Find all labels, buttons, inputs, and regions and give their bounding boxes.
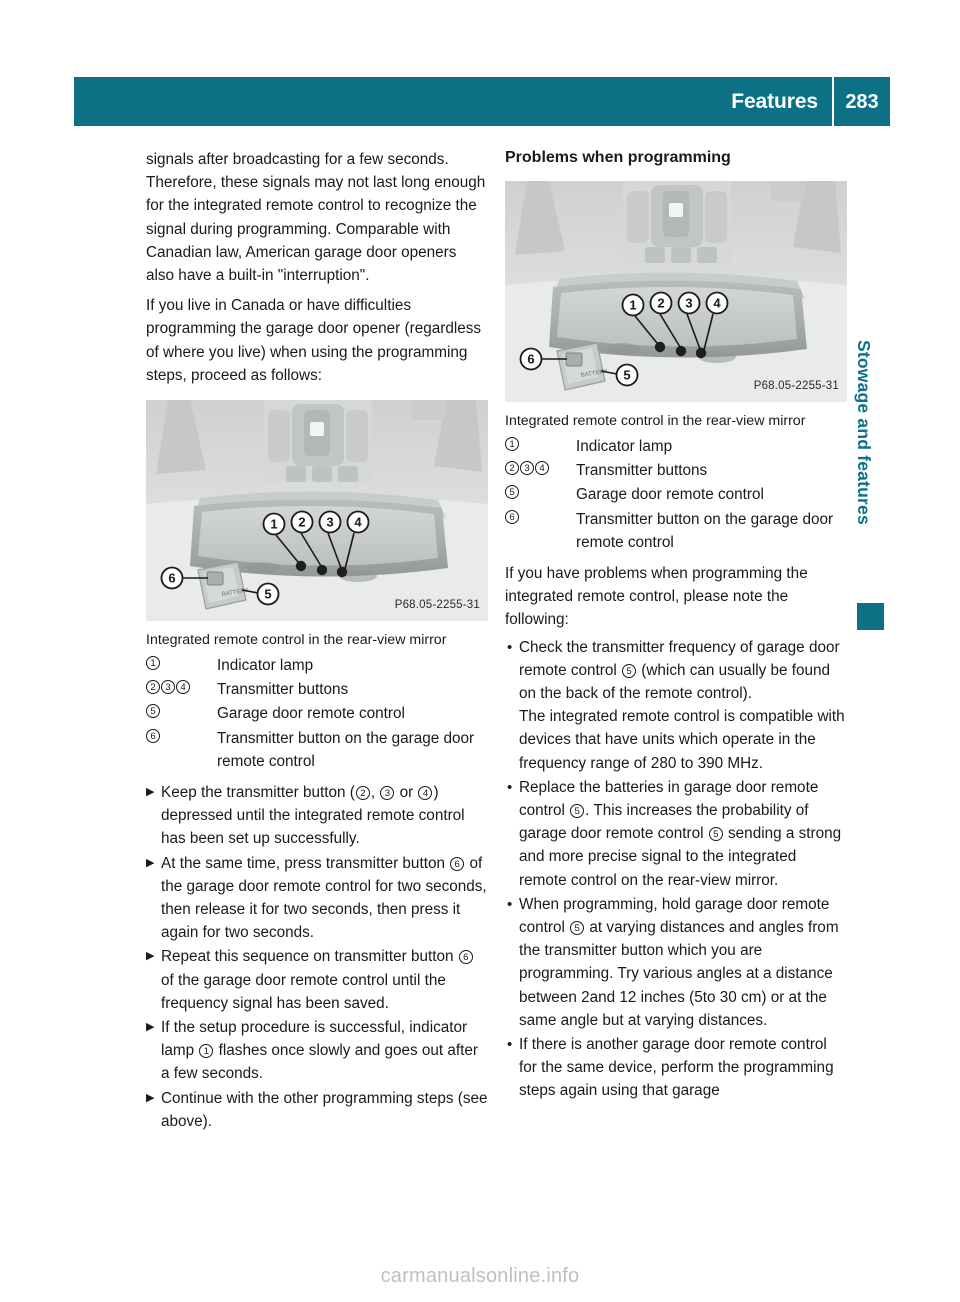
callout-number-6: 6 xyxy=(146,729,160,743)
step-text: Continue with the other programming steps (see above). xyxy=(161,1089,488,1130)
callout-number-5: 5 xyxy=(570,921,584,935)
legend-label: Transmitter buttons xyxy=(576,462,708,480)
legend-label: Transmitter button on the garage door remote control xyxy=(576,510,834,551)
figure-rear-view-mirror xyxy=(146,400,488,621)
step-item xyxy=(146,945,488,1015)
page-header-bar xyxy=(74,77,890,126)
svg-text:4: 4 xyxy=(713,295,721,311)
figure-caption: Integrated remote control in the rear-view mirror xyxy=(146,632,447,649)
callout-number-5: 5 xyxy=(622,664,636,678)
svg-text:3: 3 xyxy=(326,514,334,530)
callout-number-4: 4 xyxy=(418,786,432,800)
bullet-dot-icon: • xyxy=(507,778,513,796)
step-arrow-icon: ▶ xyxy=(146,856,155,869)
callout-number-6: 6 xyxy=(450,857,464,871)
chapter-thumb-marker xyxy=(857,603,884,630)
callout-number-5: 5 xyxy=(709,827,723,841)
svg-text:BATTERY: BATTERY xyxy=(221,587,250,599)
intro-paragraph: If you have problems when programming the integrated remote control, please note the following: xyxy=(505,565,808,629)
callout-number-1: 1 xyxy=(505,437,519,451)
step-item xyxy=(146,1016,488,1086)
page-title: Features xyxy=(731,90,818,113)
callout-number-1: 1 xyxy=(146,656,160,670)
figure-code: P68.05-2255-31 xyxy=(394,598,480,611)
right-column xyxy=(505,148,847,1104)
step-text: Keep the transmitter button ( 2 , 3 or 4 ) depressed until the integrated remote control has been set up successfully. xyxy=(161,784,465,848)
section-subheading: Problems when programming xyxy=(505,149,731,166)
svg-text:5: 5 xyxy=(623,367,631,383)
legend-row xyxy=(146,727,488,773)
legend-keys xyxy=(505,435,576,451)
legend-row xyxy=(146,654,488,677)
bullet-item xyxy=(505,1033,847,1103)
figure-legend xyxy=(146,654,488,773)
left-column xyxy=(146,148,488,1134)
legend-keys xyxy=(505,508,576,524)
legend-keys xyxy=(505,483,576,499)
legend-label: Indicator lamp xyxy=(217,657,314,675)
chapter-thumb-label: Stowage and features xyxy=(854,340,874,525)
step-arrow-icon: ▶ xyxy=(146,1091,155,1104)
svg-text:6: 6 xyxy=(527,351,535,367)
svg-text:3: 3 xyxy=(685,295,693,311)
callout-number-3: 3 xyxy=(520,461,534,475)
step-item xyxy=(146,1087,488,1133)
step-arrow-icon: ▶ xyxy=(146,950,155,963)
callout-number-5: 5 xyxy=(505,485,519,499)
svg-text:1: 1 xyxy=(270,516,278,532)
callout-number-2: 2 xyxy=(505,461,519,475)
callout-number-3: 3 xyxy=(161,680,175,694)
svg-text:4: 4 xyxy=(354,514,362,530)
figure-illustration xyxy=(146,400,488,621)
figure-illustration xyxy=(505,181,847,402)
callout-number-2: 2 xyxy=(146,680,160,694)
step-text: At the same time, press transmitter button 6 of the garage door remote control for two seconds, then release it for two seconds, then press it again for two seconds. xyxy=(161,854,487,942)
figure-code: P68.05-2255-31 xyxy=(753,379,839,392)
callout-number-6: 6 xyxy=(459,950,473,964)
bullet-text: Replace the batteries in garage door remote control 5 . This increases the probability of garage door remote control 5 sending a strong and more precise signal to the integrated remote control on the rear-view mirror. xyxy=(519,778,842,889)
step-item xyxy=(146,781,488,851)
bullet-subtext: The integrated remote control is compatible with devices that have units which operate in the frequency range of 280 to 390 MHz. xyxy=(519,708,845,772)
callout-number-5: 5 xyxy=(146,704,160,718)
callout-number-6: 6 xyxy=(505,510,519,524)
bullet-text: Check the transmitter frequency of garage door remote control 5 (which can usually be found on the back of the remote control). The integrated remote control is compatible with devices that have units which operate in the frequency range of 280 to 390 MHz. xyxy=(519,636,847,775)
figure-caption: Integrated remote control in the rear-view mirror xyxy=(505,413,806,429)
callout-number-5: 5 xyxy=(570,804,584,818)
svg-text:5: 5 xyxy=(264,586,272,602)
bullet-dot-icon: • xyxy=(507,895,513,913)
bullet-text: If there is another garage door remote control for the same device, perform the programming steps again using that garage xyxy=(519,1036,834,1100)
svg-text:2: 2 xyxy=(298,514,306,530)
legend-label: Transmitter buttons xyxy=(217,681,349,699)
legend-label: Indicator lamp xyxy=(576,438,673,455)
legend-row xyxy=(505,459,847,482)
legend-row xyxy=(505,483,847,506)
step-text: Repeat this sequence on transmitter button 6 of the garage door remote control until the frequency signal has been saved. xyxy=(161,945,488,1015)
site-watermark: carmanualsonline.info xyxy=(380,1265,580,1287)
callout-number-4: 4 xyxy=(176,680,190,694)
legend-keys xyxy=(505,459,576,475)
svg-text:BATTERY: BATTERY xyxy=(580,368,609,379)
callout-number-4: 4 xyxy=(535,461,549,475)
legend-row xyxy=(146,678,488,701)
callout-number-1: 1 xyxy=(199,1044,213,1058)
legend-label: Garage door remote control xyxy=(576,486,764,504)
bullet-list xyxy=(505,636,847,1103)
legend-label: Garage door remote control xyxy=(217,705,405,723)
step-arrow-icon: ▶ xyxy=(146,786,155,799)
bullet-item xyxy=(505,636,847,775)
svg-text:2: 2 xyxy=(657,295,665,311)
bullet-item xyxy=(505,893,847,1032)
bullet-text: When programming, hold garage door remote control 5 at varying distances and angles from the transmitter button which you are programming. Try various angles at a distance between 2and 12 inches (5to 30 cm) or at the same angle but at varying distances. xyxy=(519,895,839,1029)
legend-keys xyxy=(146,727,217,743)
page-number: 283 xyxy=(845,90,879,113)
legend-row xyxy=(505,435,847,458)
paragraph: signals after broadcasting for a few seconds. Therefore, these signals may not last long enough for the integrated remote control to recognize the signal during programming. Comparable with Canadian law, American garage door openers also have a built-in "interruption". xyxy=(146,151,486,285)
callout-number-2: 2 xyxy=(356,786,370,800)
bullet-dot-icon: • xyxy=(507,1036,513,1054)
figure-rear-view-mirror xyxy=(505,181,847,402)
step-list xyxy=(146,781,488,1133)
callout-number-3: 3 xyxy=(380,786,394,800)
figure-legend xyxy=(505,435,847,554)
bullet-item xyxy=(505,776,847,892)
step-item xyxy=(146,852,488,945)
bullet-dot-icon: • xyxy=(507,638,513,656)
legend-label: Transmitter button on the garage door remote control xyxy=(217,729,475,770)
legend-keys xyxy=(146,702,217,718)
paragraph: If you live in Canada or have difficulties programming the garage door opener (regardless of where you live) when using the programming steps, proceed as follows: xyxy=(146,297,482,384)
svg-text:1: 1 xyxy=(629,297,637,313)
step-text: If the setup procedure is successful, indicator lamp 1 flashes once slowly and goes out after a few seconds. xyxy=(161,1019,479,1083)
legend-keys xyxy=(146,678,217,694)
legend-row xyxy=(146,702,488,725)
svg-text:6: 6 xyxy=(168,570,176,586)
step-arrow-icon: ▶ xyxy=(146,1021,155,1034)
legend-row xyxy=(505,508,847,554)
legend-keys xyxy=(146,654,217,670)
